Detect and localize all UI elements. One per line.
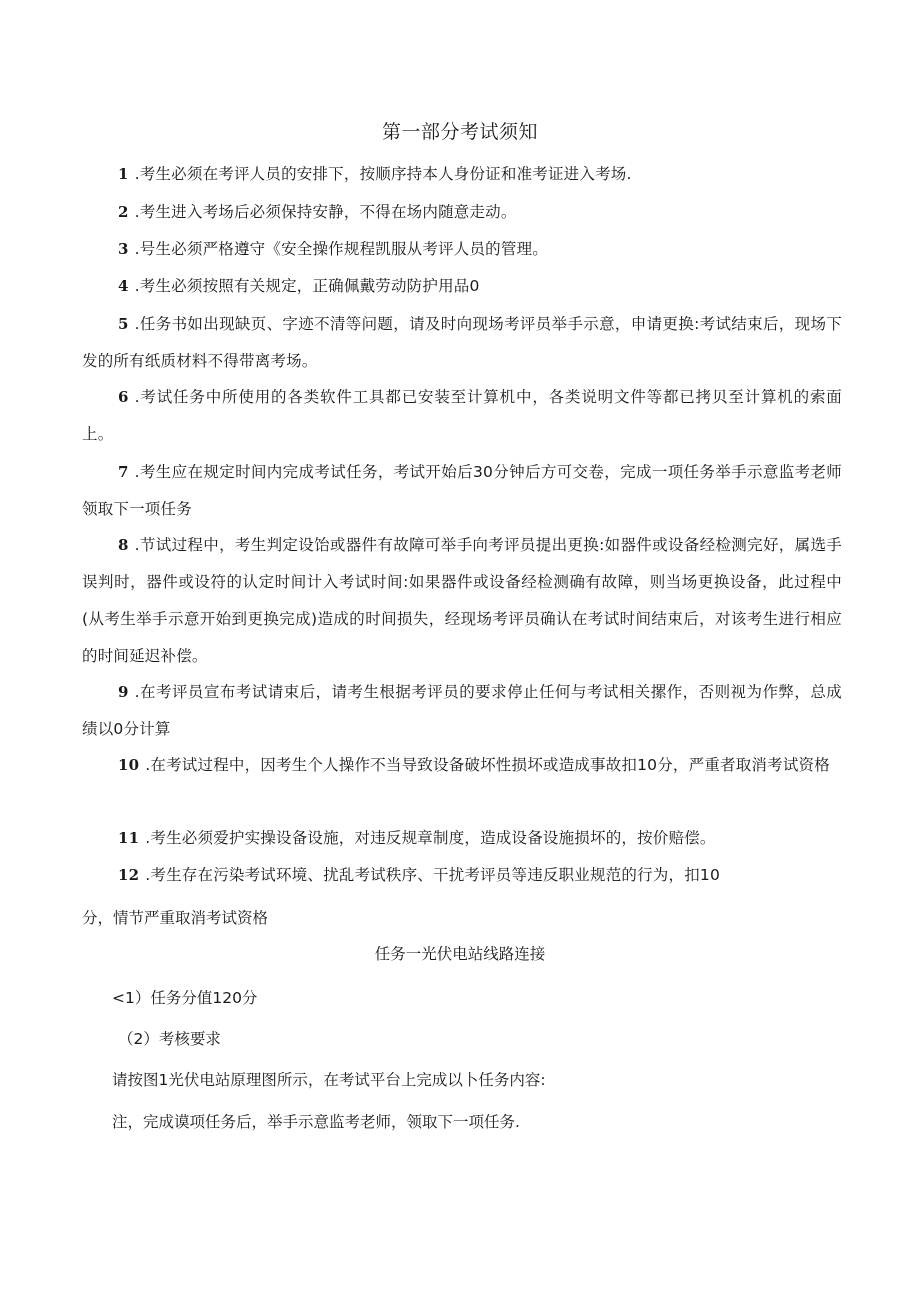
rule-10 xyxy=(82,747,842,784)
rule-6 xyxy=(82,379,842,453)
task-note: 注，完成谟项任务后，举手示意监考老师，领取下一项任务. xyxy=(112,1113,520,1131)
rule-number: 12 xyxy=(118,866,140,884)
rule-text: .考生存在污染考试环境、扰乱考试秩序、干扰考评员等违反职业规范的行为，扣10 xyxy=(145,866,721,884)
task-score: <1）任务分值120分 xyxy=(112,989,258,1007)
rule-4 xyxy=(82,268,842,305)
rule-7 xyxy=(82,454,842,528)
rule-text: .考生应在规定时间内完成考试任务，考试开始后30分钟后方可交卷，完成一项任务举手示意监考老师领取下一项任务 xyxy=(82,463,842,518)
rule-9 xyxy=(82,674,842,748)
rule-number: 4 xyxy=(118,277,129,295)
rule-number: 9 xyxy=(118,683,129,701)
rule-number: 2 xyxy=(118,203,129,221)
rule-text: .任务书如出现缺页、字迹不清等问题，请及时向现场考评员举手示意，申请更换:考试结束后，现场下发的所有纸质材料不得带离考场。 xyxy=(82,315,842,370)
rule-number: 10 xyxy=(118,756,140,774)
rule-text: .在考试过程中，因考生个人操作不当导致设备破坏性损坏或造成事故扣10分，严重者取消考试资格 xyxy=(145,756,830,774)
rule-text: .考生必须在考评人员的安排下，按顺序持本人身份证和准考证进入考场. xyxy=(134,165,632,183)
rule-number: 11 xyxy=(118,829,140,847)
rule-number: 5 xyxy=(118,315,129,333)
rule-12-continuation: 分，情节严重取消考试资格 xyxy=(82,909,269,927)
rule-text: .节试过程中，考生判定设饴或器件有故障可举手向考评员提出更换:如器件或设备经检测完好，属选手误判时，器件或设符的认定时间计入考试时间:如果器件或设备经检测确有故障，则当场更换设备，此过程中(从考生举手示意开始到更换完成)造成的时间损失，经现场考评员确认在考试时间结束后，对该考生进行相应的时间延迟补偿。 xyxy=(82,536,842,665)
rule-number: 6 xyxy=(118,388,129,406)
rule-text: .考生必须爱护实操设备设施，对违反规章制度，造成设备设施损坏的，按价赔偿。 xyxy=(145,829,716,847)
rule-8 xyxy=(82,527,842,675)
rule-12 xyxy=(82,857,842,894)
rule-number: 1 xyxy=(118,165,129,183)
rule-1 xyxy=(82,156,842,193)
task-requirement-heading: （2）考核要求 xyxy=(118,1030,221,1048)
rule-number: 7 xyxy=(118,463,129,481)
rule-text: .考生进入考场后必须保持安静，不得在场内随意走动。 xyxy=(134,203,517,221)
rule-number: 3 xyxy=(118,240,129,258)
task-title: 任务一光伏电站线路连接 xyxy=(374,945,546,963)
rule-text: .考生必须按照有关规定，正确佩戴劳动防护用品0 xyxy=(134,277,480,295)
rule-text: .号生必须严格遵守《安全操作规程凯服从考评人员的管理。 xyxy=(134,240,548,258)
page-title: 第一部分考试须知 xyxy=(381,121,538,143)
rule-5 xyxy=(82,306,842,380)
rule-11 xyxy=(82,820,842,857)
rule-text: .考试任务中所使用的各类软件工具都已安装至计算机中，各类说明文件等都已拷贝至计算机的索面上。 xyxy=(82,388,842,443)
rule-3 xyxy=(82,231,842,268)
rule-number: 8 xyxy=(118,536,129,554)
task-instruction: 请按图1光伏电站原理图所示，在考试平台上完成以卜任务内容: xyxy=(112,1071,546,1089)
rule-text: .在考评员宣布考试请束后，请考生根据考评员的要求停止任何与考试相关摞作，否则视为作弊，总成绩以0分计算 xyxy=(82,683,842,738)
rule-2 xyxy=(82,194,842,231)
